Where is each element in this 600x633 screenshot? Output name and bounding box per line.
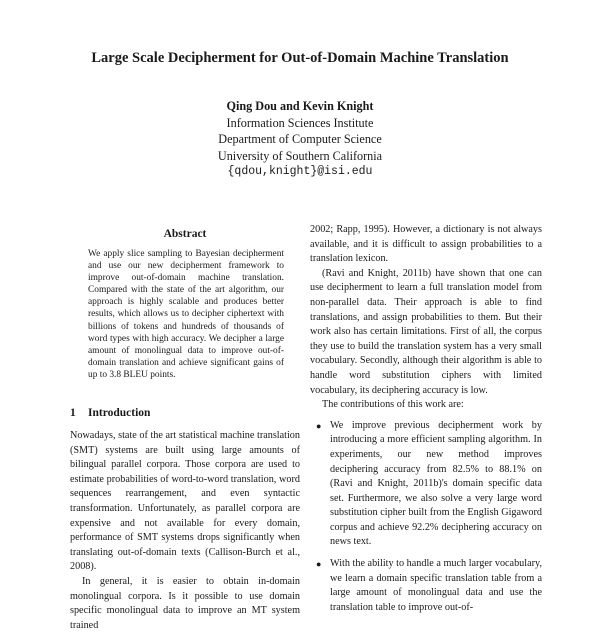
contributions-list	[310, 419, 542, 616]
bullet-icon: ●	[316, 420, 322, 431]
intro-paragraph: In general, it is easier to obtain in-domain monolingual corpora. Is it possible to use domain specific monolingual data to improve an MT system trained	[70, 575, 300, 631]
section-number: 1	[70, 407, 76, 420]
contributions-intro: The contributions of this work are:	[322, 399, 464, 411]
affiliation-line: Department of Computer Science	[218, 132, 382, 146]
author-block	[0, 98, 600, 181]
continued-paragraph: 2002; Rapp, 1995). However, a dictionary is not always available, and it is difficult to assign probabilities to a translation lexicon.	[310, 224, 542, 265]
abstract-heading: Abstract	[163, 228, 207, 240]
left-column	[70, 228, 300, 633]
paper-title: Large Scale Decipherment for Out-of-Domain Machine Translation	[91, 50, 509, 66]
list-item-text: With the ability to handle a much larger vocabulary, we learn a domain specific translation table from a large amount of monolingual data and use the translation table to improve out-of-	[330, 558, 542, 613]
list-item	[310, 557, 542, 615]
section-heading-introduction	[70, 407, 300, 419]
list-item-text: We improve previous decipherment work by introducing a more efficient sampling algorithm. In experiments, our new method improves deciphering accuracy from 82.5% to 88.1% on (Ravi and Knight, 2011b)'s domain specific data set. Furthermore, we also solve a very large word substitution cipher built from the English Gigaword corpus and achieve 92.2% deciphering accuracy on news text.	[330, 419, 542, 548]
intro-paragraph: Nowadays, state of the art statistical machine translation (SMT) systems are built using large amounts of bilingual parallel corpora. Those corpora are used to estimate probabilities of word-to-word translation, word sequences rearrangement, and even syntactic transformation. Unfortunately, as parallel corpora are expensive and not available for every domain, performance of SMT systems drops significantly when translating out-of-domain texts (Callison-Burch et al., 2008).	[70, 430, 300, 573]
section-title: Introduction	[88, 407, 151, 420]
right-column	[310, 223, 542, 622]
ravi-knight-paragraph: (Ravi and Knight, 2011b) have shown that one can use decipherment to learn a full translation model from non-parallel data. Their approach is able to find translations, and assign probabilities to them. But their work also has certain limitations. First of all, the corpus they use to build the translation system has a very small vocabulary. Secondly, although their algorithm is able to handle word substitution ciphers with limited vocabulary, its deciphering accuracy is low.	[310, 267, 542, 396]
abstract-text: We apply slice sampling to Bayesian decipherment and use our new decipherment framework to improve out-of-domain machine translation. Compared with the state of the art algorithm, our approach is highly scalable and produces better results, which allows us to decipher ciphertext with billions of tokens and hundreds of thousands of word types with high accuracy. We decipher a large amount of monolingual data to improve out-of-domain translation and achieve significant gains of up to 3.8 BLEU points.	[88, 249, 284, 380]
list-item	[310, 419, 542, 550]
bullet-icon: ●	[316, 559, 322, 570]
affiliation-line: University of Southern California	[217, 148, 383, 163]
affiliation-line: Information Sciences Institute	[226, 115, 374, 130]
author-email: {qdou,knight}@isi.edu	[227, 165, 373, 178]
author-names: Qing Dou and Kevin Knight	[226, 99, 374, 113]
